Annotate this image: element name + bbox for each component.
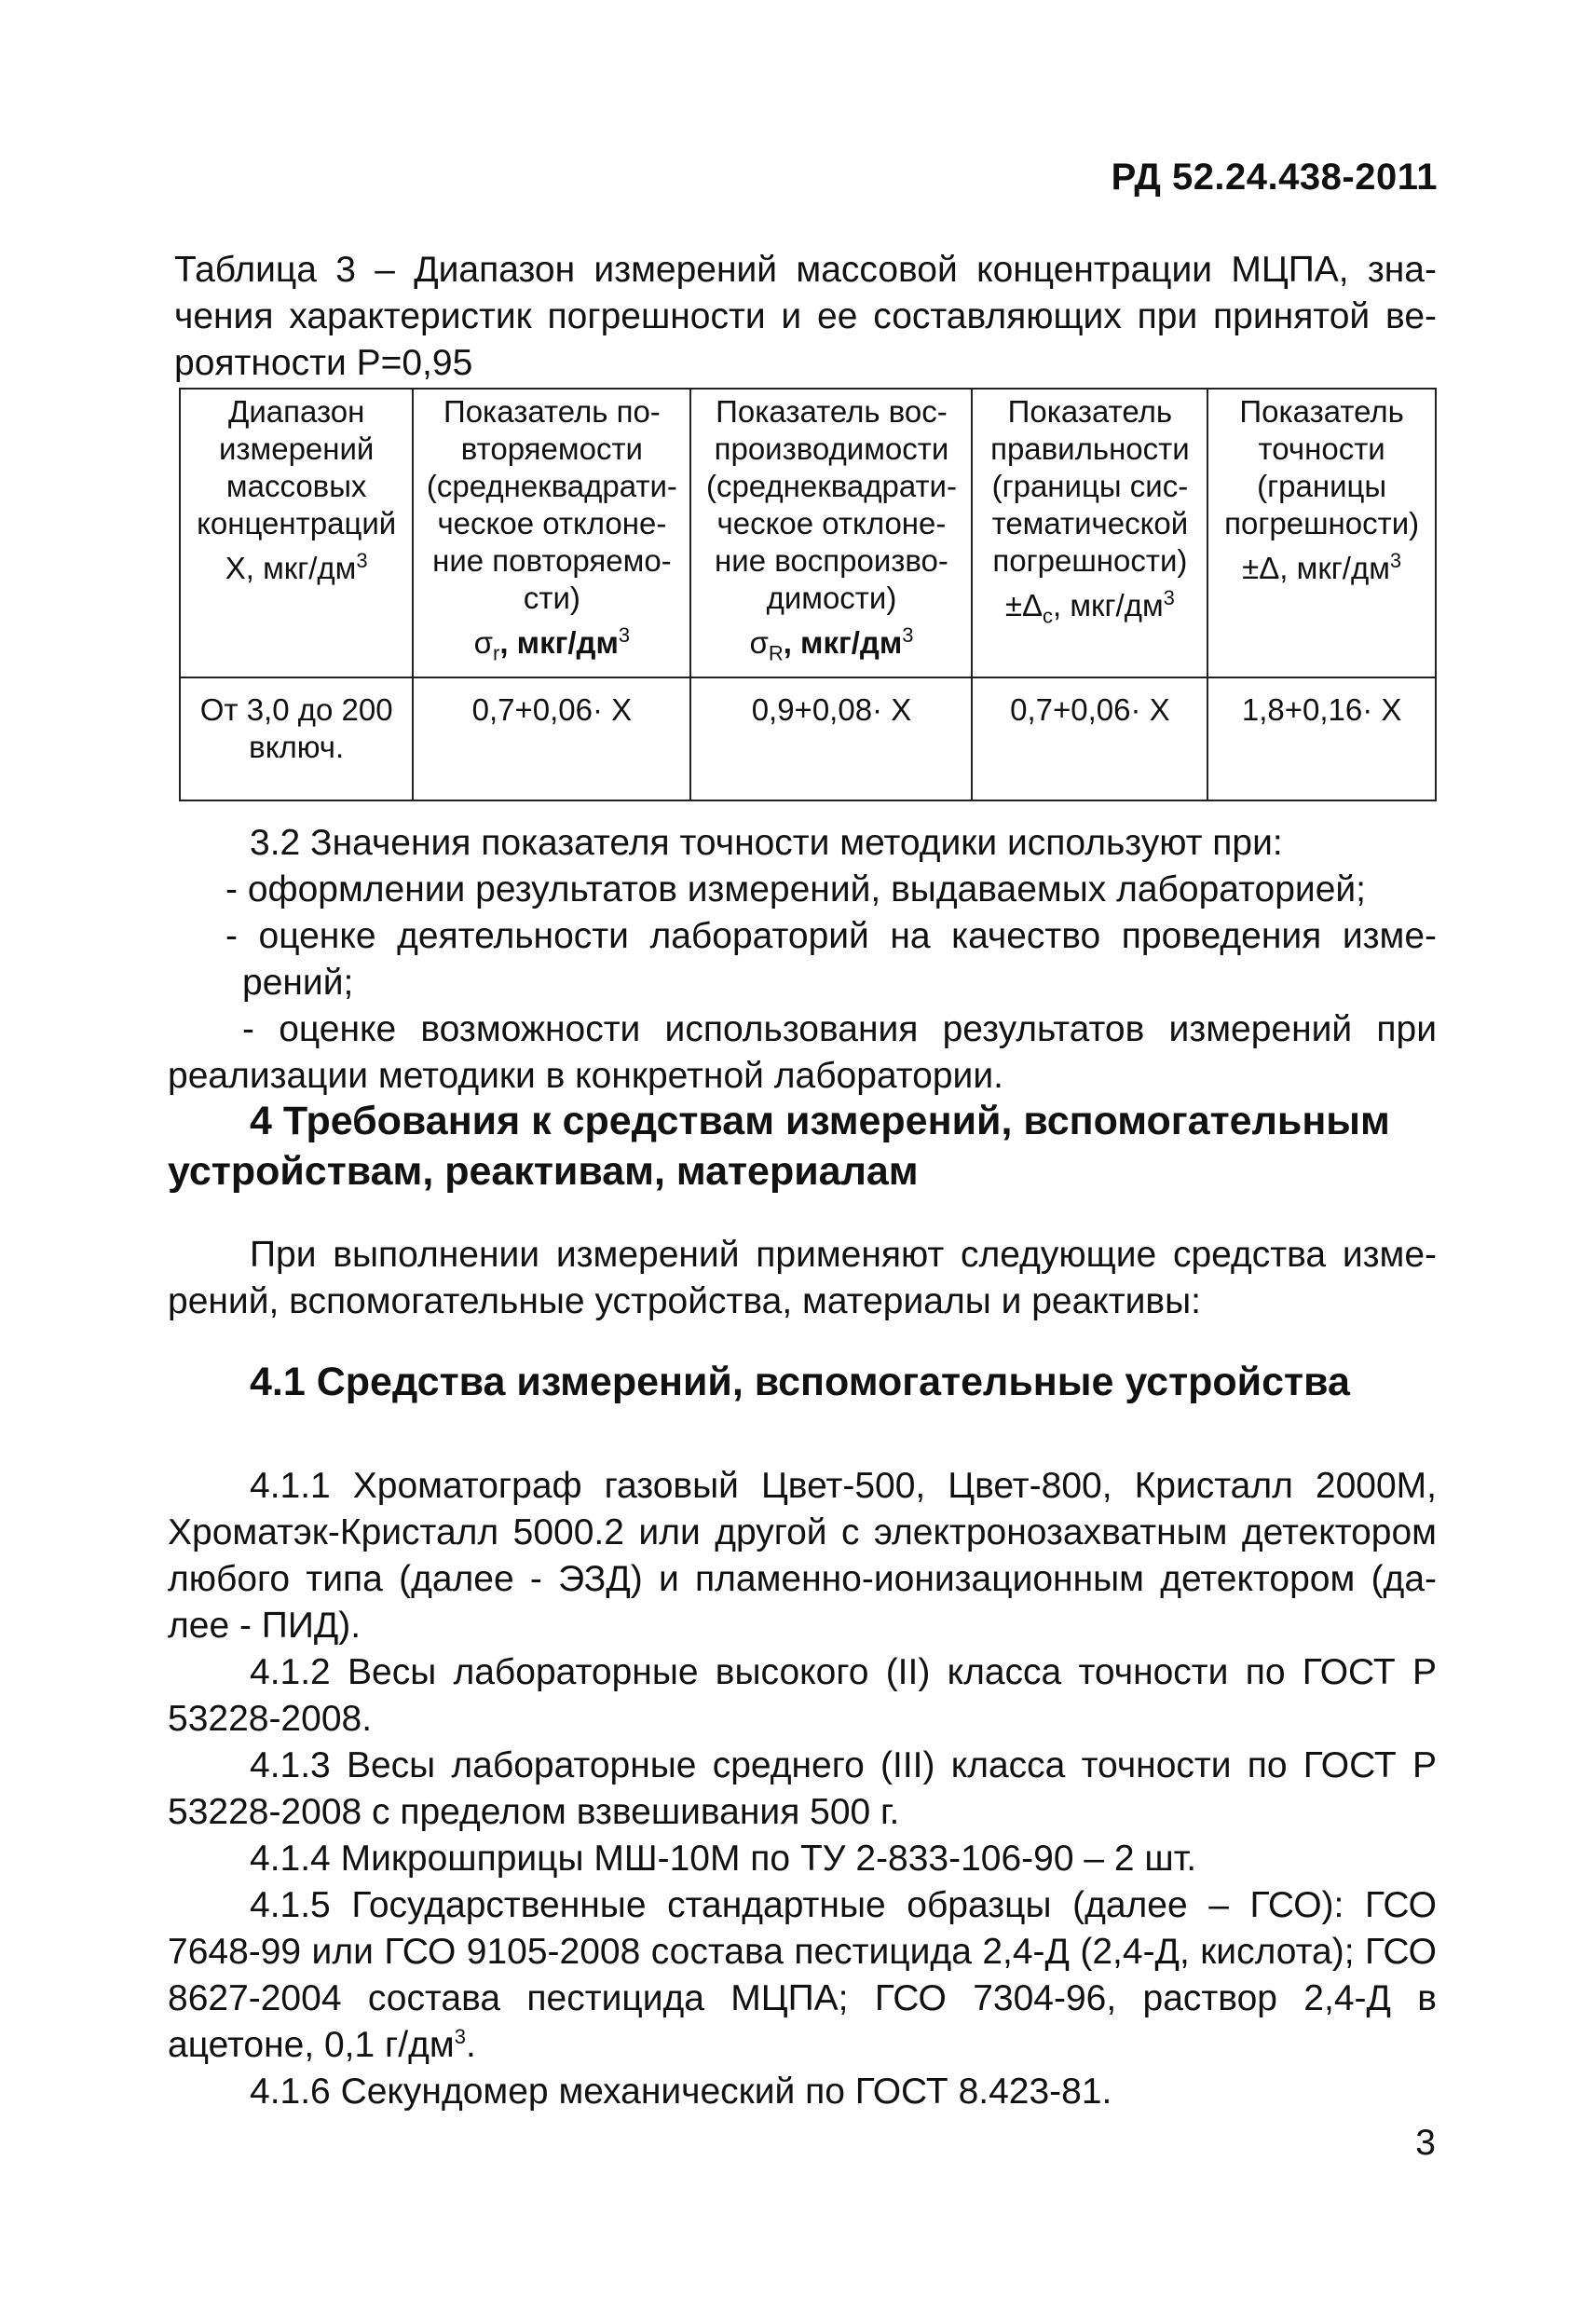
section-4-intro — [168, 1232, 1437, 1325]
table-caption-line: чения характеристик погрешности и ее составляющих при принятой ве- — [174, 296, 1437, 336]
section-heading: 4 Требования к средствам измерений, вспомогательным устройствам, реактивам, материалам — [168, 1099, 1390, 1194]
table-caption-line: Таблица 3 – Диапазон измерений массовой концентрации МЦПА, зна- — [174, 250, 1437, 290]
table-caption — [174, 247, 1437, 387]
header-unit: $\sigma_r$, мкг/$дм^3$ — [473, 623, 631, 665]
paragraph: 4.1.3 Весы лабораторные среднего (III) класса точности по ГОСТ Р 53228-2008 с пределом взвешивания 500 г. — [168, 1745, 1437, 1832]
paragraph: 4.1.1 Хроматограф газовый Цвет-500, Цвет-800, Кристалл 2000М, Хроматэк-Кристалл 5000.2 или другой с электронозахватным детектором любого типа (далее - ЭЗД) и пламенно-ионизационным детектором (да-лее - ПИД). — [168, 1466, 1437, 1646]
page-number: 3 — [1415, 2123, 1436, 2163]
table-header-row — [180, 389, 1436, 677]
header-text: Показатель точности (границы погрешности) — [1224, 394, 1420, 540]
paragraph: При выполнении измерений применяют следующие средства изме-рений, вспомогательные устройства, материалы и реактивы: — [168, 1235, 1437, 1321]
header-text: Показатель правильности (границы сис-тематической погрешности) — [990, 394, 1190, 578]
paragraph: 4.1.4 Микрошприцы МШ-10М по ТУ 2-833-106-90 – 2 шт. — [250, 1839, 1197, 1879]
header-unit: ±Δ, мкг/$дм^3$ — [1242, 549, 1402, 585]
document-code: РД 52.24.438-2011 — [1111, 157, 1438, 198]
header-text: Диапазон измерений массовых концентраций — [197, 394, 397, 540]
accuracy-table — [179, 388, 1437, 801]
header-text: Показатель по-вторяемости (среднеквадрати-ческое отклоне-ние повторяемо-сти) — [426, 394, 677, 615]
list-item: - оформлении результатов измерений, выдаваемых лабораторией; — [225, 869, 1367, 909]
paragraph: 4.1.2 Весы лабораторные высокого (II) класса точности по ГОСТ Р 53228-2008. — [168, 1652, 1437, 1739]
header-unit: $\sigma_R$, мкг/$дм^3$ — [749, 623, 914, 665]
table-header-cell — [180, 389, 413, 677]
table-header-cell — [413, 389, 690, 677]
paragraph: 4.1.5 Государственные стандартные образцы (далее – ГСО): ГСО 7648-99 или ГСО 9105-2008 состава пестицида 2,4-Д (2,4-Д, кислота); ГСО 8627-2004 состава пестицида МЦПА; ГСО 7304-96, раствор 2,4-Д в ацетоне, 0,1 $г/дм^3$. — [168, 1885, 1437, 2065]
section-3-2 — [168, 820, 1437, 1100]
table-header-cell — [690, 389, 972, 677]
table-cell: От 3,0 до 200 включ. — [180, 677, 413, 800]
paragraph: 4.1.6 Секундомер механический по ГОСТ 8.423-81. — [250, 2072, 1112, 2112]
list-item: - оценке деятельности лабораторий на качество проведения изме-рений; — [225, 916, 1437, 1003]
paragraph: 3.2 Значения показателя точности методики используют при: — [250, 823, 1283, 863]
header-unit: $\pm\Delta_c$, мкг/$дм^3$ — [1004, 586, 1175, 628]
table-cell: 0,7+0,06· Х — [972, 677, 1207, 800]
header-unit: Х, мкг/$дм^3$ — [225, 549, 368, 585]
table-row — [180, 677, 1436, 800]
table-caption-line: роятности Р=0,95 — [174, 343, 473, 383]
table-header-cell — [972, 389, 1207, 677]
list-item: - оценке возможности использования результатов измерений при реализации методики в конкретной лаборатории. — [168, 1009, 1437, 1096]
subsection-heading: 4.1 Средства измерений, вспомогательные устройства — [250, 1360, 1350, 1404]
table-cell: 0,7+0,06· Х — [413, 677, 690, 800]
table-cell: 1,8+0,16· Х — [1207, 677, 1436, 800]
table-cell: 0,9+0,08· Х — [690, 677, 972, 800]
header-text: Показатель вос-производимости (среднеквадрати-ческое отклоне-ние воспроизво-димости) — [705, 394, 957, 615]
section-4-1-items — [168, 1463, 1437, 2115]
table-header-cell — [1207, 389, 1436, 677]
